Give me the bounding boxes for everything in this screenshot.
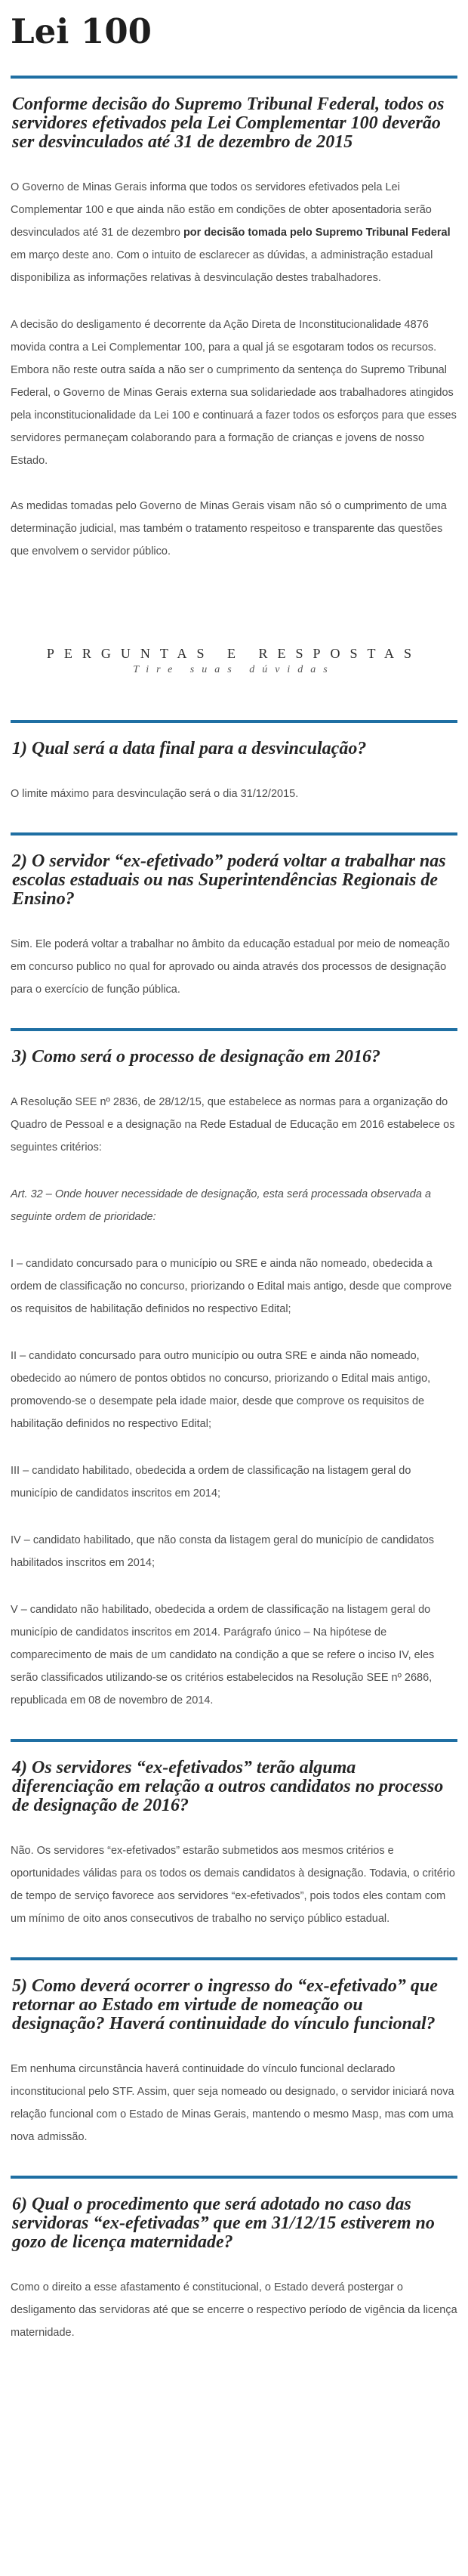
question-3-criterion-2: II – candidato concursado para outro município ou outra SRE e ainda não nomeado, obedecido ao número de pontos obtidos no concurso, priorizando o Edital mais antigo, promovendo-se o desempate pela idade maior, desde que comprove os requisitos de habilitação definidos no respectivo Edital; xyxy=(11,1350,431,1430)
question-1-answer: O limite máximo para desvinculação será o dia 31/12/2015. xyxy=(11,788,299,800)
section-divider xyxy=(11,1028,457,1031)
question-3-article-quote: Art. 32 – Onde houver necessidade de designação, esta será processada observada a seguinte ordem de prioridade: xyxy=(11,1188,432,1223)
question-3-criterion-4: IV – candidato habilitado, que não consta da listagem geral do município de candidatos habilitados inscritos em 2014; xyxy=(11,1534,435,1569)
section-divider xyxy=(11,832,457,836)
section-divider xyxy=(11,1739,457,1742)
faq-subtitle: Tire suas dúvidas xyxy=(133,664,335,675)
section-divider xyxy=(11,720,457,723)
question-3-paragraph-1: A Resolução SEE nº 2836, de 28/12/15, que estabelece as normas para a organização do Quadro de Pessoal e a designação na Rede Estadual de Educação em 2016 estabelece os seguintes critérios: xyxy=(11,1096,455,1154)
section-divider xyxy=(11,76,457,79)
question-3-criterion-3: III – candidato habilitado, obedecida a ordem de classificação na listagem geral do município de candidatos inscritos em 2014; xyxy=(11,1465,411,1500)
intro-paragraph-3: As medidas tomadas pelo Governo de Minas Gerais visam não só o cumprimento de uma determinação judicial, mas também o tratamento respeitoso e transparente das questões que envolvem o servidor público. xyxy=(11,500,447,558)
intro-paragraph-1 xyxy=(11,176,457,289)
question-3-criterion-1: I – candidato concursado para o município ou SRE e ainda não nomeado, obedecida a ordem de classificação no concurso, priorizando o Edital mais antigo, desde que comprove os requisitos de habilitação definidos no respectivo Edital; xyxy=(11,1258,452,1315)
intro-paragraph-1-emphasis: por decisão tomada pelo Supremo Tribunal Federal xyxy=(183,227,451,239)
question-1-heading: 1) Qual será a data final para a desvinculação? xyxy=(12,739,367,758)
question-4-answer: Não. Os servidores “ex-efetivados” estarão submetidos aos mesmos critérios e oportunidades válidas para os todos os demais candidatos à designação. Todavia, o critério de tempo de serviço favorece aos servidores “ex-efetivados”, pois todos eles contam com um mínimo de oito anos consecutivos de trabalho no serviço público estadual. xyxy=(11,1845,455,1925)
section-divider xyxy=(11,2176,457,2179)
section-divider xyxy=(11,1957,457,1960)
site-title: Lei 100 xyxy=(11,11,152,51)
faq-banner xyxy=(11,644,457,678)
question-4-heading: 4) Os servidores “ex-efetivados” terão alguma diferenciação em relação a outros candidatos no processo de designação de 2016? xyxy=(12,1758,444,1815)
intro-paragraph-2: A decisão do desligamento é decorrente da Ação Direta de Inconstitucionalidade 4876 movida contra a Lei Complementar 100, para a qual já se esgotaram todos os recursos. Embora não reste outra saída a não ser o cumprimento da sentença do Supremo Tribunal Federal, o Governo de Minas Gerais externa sua solidariedade aos trabalhadores atingidos pela inconstitucionalidade da Lei 100 e continuará a fazer todos os esforços para que esses servidores permaneçam colaborando para a formação de crianças e jovens de nosso Estado. xyxy=(11,319,457,467)
question-3-heading: 3) Como será o processo de designação em 2016? xyxy=(12,1047,380,1067)
question-2-answer: Sim. Ele poderá voltar a trabalhar no âmbito da educação estadual por meio de nomeação em concurso publico no qual for aprovado ou ainda através dos processos de designação para o exercício de função pública. xyxy=(11,938,450,996)
faq-title: PERGUNTAS E RESPOSTAS xyxy=(46,646,422,661)
question-6-answer: Como o direito a esse afastamento é constitucional, o Estado deverá postergar o desligamento das servidoras até que se encerre o respectivo período de vigência da licença maternidade. xyxy=(11,2281,457,2339)
intro-paragraph-1-tail: em março deste ano. Com o intuito de esclarecer as dúvidas, a administração estadual disponibiliza as informações relativas à desvinculação destes trabalhadores. xyxy=(11,249,433,284)
question-6-heading: 6) Qual o procedimento que será adotado no caso das servidoras “ex-efetivadas” que em 31/12/15 estiverem no gozo de licença maternidade? xyxy=(12,2195,435,2252)
intro-heading: Conforme decisão do Supremo Tribunal Federal, todos os servidores efetivados pela Lei Complementar 100 deverão ser desvinculados até 31 de dezembro de 2015 xyxy=(12,94,445,152)
question-5-answer: Em nenhuma circunstância haverá continuidade do vínculo funcional declarado inconstitucional pelo STF. Assim, quer seja nomeado ou designado, o servidor iniciará nova relação funcional com o Estado de Minas Gerais, mantendo o mesmo Masp, mas com uma nova admissão. xyxy=(11,2063,454,2143)
question-5-heading: 5) Como deverá ocorrer o ingresso do “ex-efetivado” que retornar ao Estado em virtude de nomeação ou designação? Haverá continuidade do vínculo funcional? xyxy=(12,1976,438,2034)
question-2-heading: 2) O servidor “ex-efetivado” poderá voltar a trabalhar nas escolas estaduais ou nas Superintendências Regionais de Ensino? xyxy=(12,851,446,909)
intro-paragraph-1-text: O Governo de Minas Gerais informa que todos os servidores efetivados pela Lei Complementar 100 e que ainda não estão em condições de obter aposentadoria serão desvinculados até 31 de dezembro xyxy=(11,181,432,239)
question-3-criterion-5: V – candidato não habilitado, obedecida a ordem de classificação na listagem geral do município de candidatos inscritos em 2014. Parágrafo único – Na hipótese de comparecimento de mais de um candidato na condição a que se refere o inciso IV, eles serão classificados utilizando-se os critérios estabelecidos na Resolução SEE nº 2686, republicada em 08 de novembro de 2014. xyxy=(11,1604,435,1707)
